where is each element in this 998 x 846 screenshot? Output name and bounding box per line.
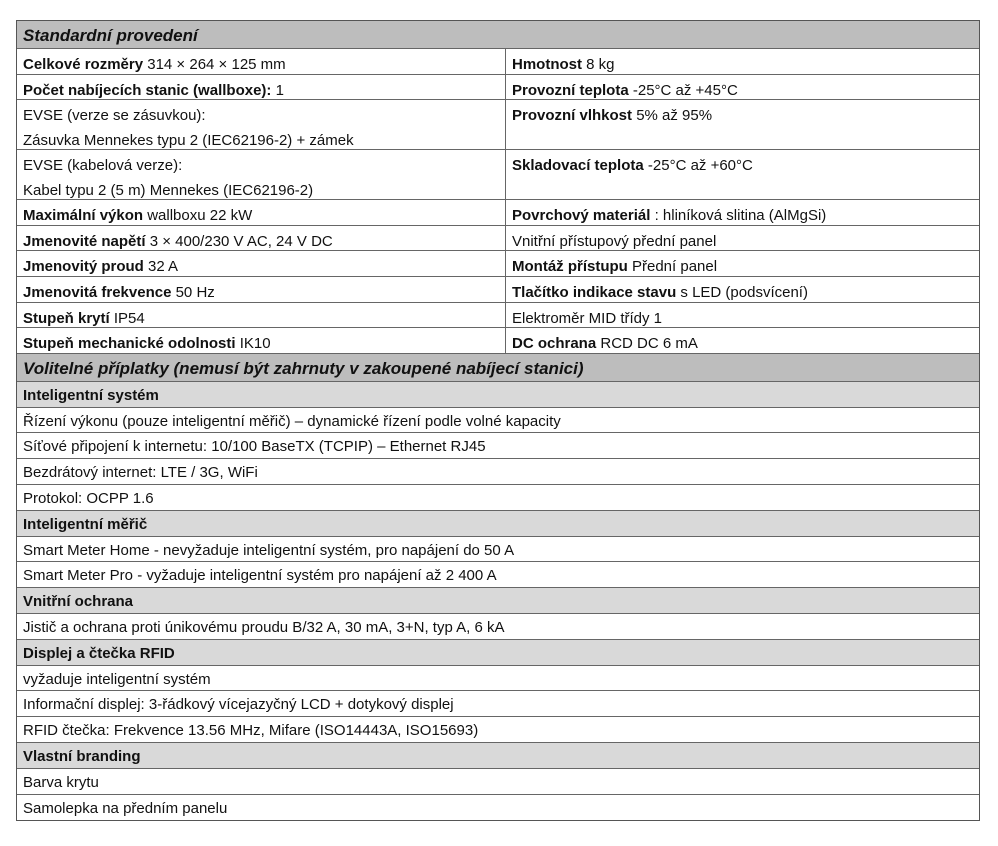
option-text: Smart Meter Home - nevyžaduje inteligentní systém, pro napájení do 50 A	[23, 541, 515, 559]
spec-label: Jmenovitý proud	[23, 258, 144, 276]
option-row	[17, 769, 979, 795]
option-row	[17, 691, 979, 717]
spec-row	[17, 100, 979, 150]
option-text: Síťové připojení k internetu: 10/100 BaseTX (TCPIP) – Ethernet RJ45	[23, 438, 486, 456]
spec-cell-left	[17, 328, 506, 353]
spec-cell-right	[506, 328, 979, 353]
spec-row	[17, 328, 979, 354]
option-text: Protokol: OCPP 1.6	[23, 489, 154, 507]
spec-label: Maximální výkon	[23, 207, 144, 225]
spec-value: -25°C až +60°C	[643, 157, 753, 175]
option-text: vyžaduje inteligentní systém	[23, 670, 211, 688]
spec-value: 3 × 400/230 V AC, 24 V DC	[145, 232, 333, 250]
spec-label: Montáž přístupu	[512, 258, 628, 276]
spec-cell-left	[17, 226, 506, 251]
spec-cell-right	[506, 75, 979, 100]
spec-cell-right	[506, 303, 979, 328]
spec-cell-right	[506, 150, 979, 199]
spec-value: RCD DC 6 mA	[596, 335, 698, 353]
option-row	[17, 408, 979, 434]
subsection-title: Inteligentní systém	[23, 386, 159, 404]
spec-value: 32 A	[143, 258, 179, 276]
subsection-header	[17, 382, 979, 408]
spec-label: Celkové rozměry	[23, 56, 144, 73]
section-header-optional	[17, 354, 979, 382]
option-row	[17, 562, 979, 588]
spec-value-line2: Zásuvka Mennekes typu 2 (IEC62196-2) + zámek	[23, 132, 354, 150]
spec-cell-right	[506, 200, 979, 225]
spec-value: Elektroměr MID třídy 1	[512, 309, 663, 327]
spec-row	[17, 303, 979, 329]
spec-value: 1	[271, 81, 284, 99]
spec-label: Tlačítko indikace stavu	[512, 283, 677, 301]
spec-row	[17, 49, 979, 75]
option-text: Barva krytu	[23, 773, 99, 791]
spec-cell-right	[506, 49, 979, 74]
option-text: Řízení výkonu (pouze inteligentní měřič) – dynamické řízení podle volné kapacity	[23, 412, 561, 430]
spec-row	[17, 75, 979, 101]
spec-cell-left	[17, 277, 506, 302]
option-text: Smart Meter Pro - vyžaduje inteligentní systém pro napájení až 2 400 A	[23, 567, 497, 585]
subsection-header	[17, 640, 979, 666]
option-row	[17, 614, 979, 640]
spec-cell-right	[506, 251, 979, 276]
option-row	[17, 433, 979, 459]
spec-label: Jmenovité napětí	[23, 232, 146, 250]
spec-label: Jmenovitá frekvence	[23, 283, 172, 301]
subsection-title: Vnitřní ochrana	[23, 593, 134, 611]
spec-cell-left	[17, 150, 506, 199]
spec-value: wallboxu 22 kW	[143, 207, 253, 225]
subsection-title: Displej a čtečka RFID	[23, 644, 175, 662]
spec-row	[17, 277, 979, 303]
spec-row	[17, 226, 979, 252]
section-title: Standardní provedení	[23, 26, 198, 45]
spec-cell-left	[17, 75, 506, 100]
option-text: Jistič a ochrana proti únikovému proudu B/32 A, 30 mA, 3+N, typ A, 6 kA	[23, 618, 505, 636]
option-text: Samolepka na předním panelu	[23, 799, 228, 817]
spec-table	[16, 20, 980, 821]
spec-row	[17, 150, 979, 200]
spec-label: Provozní teplota	[512, 81, 629, 99]
option-row	[17, 795, 979, 821]
spec-cell-right	[506, 277, 979, 302]
section-title: Volitelné příplatky (nemusí být zahrnuty v zakoupené nabíjecí stanici)	[23, 358, 584, 378]
spec-value: : hliníková slitina (AlMgSi)	[650, 207, 827, 225]
spec-cell-left	[17, 251, 506, 276]
option-text: Informační displej: 3-řádkový vícejazyčný LCD + dotykový displej	[23, 696, 454, 714]
spec-row	[17, 200, 979, 226]
spec-value: EVSE (kabelová verze):	[23, 157, 183, 175]
spec-label: Povrchový materiál	[512, 207, 651, 225]
spec-value: -25°C až +45°C	[628, 81, 738, 99]
option-row	[17, 717, 979, 743]
spec-cell-left	[17, 200, 506, 225]
option-row	[17, 485, 979, 511]
option-row	[17, 666, 979, 692]
spec-value: 5% až 95%	[632, 107, 713, 125]
spec-row	[17, 251, 979, 277]
spec-label: Počet nabíjecích stanic (wallboxe):	[23, 81, 272, 99]
spec-value: Vnitřní přístupový přední panel	[512, 232, 717, 250]
subsection-title: Vlastní branding	[23, 747, 141, 765]
spec-value: Přední panel	[627, 258, 718, 276]
option-row	[17, 537, 979, 563]
spec-label: Stupeň krytí	[23, 309, 110, 327]
subsection-title: Inteligentní měřič	[23, 515, 148, 533]
spec-cell-left	[17, 303, 506, 328]
spec-value: 8 kg	[582, 56, 615, 73]
spec-value-line2: Kabel typu 2 (5 m) Mennekes (IEC62196-2)	[23, 182, 314, 200]
spec-label: Hmotnost	[512, 56, 582, 73]
spec-cell-left	[17, 100, 506, 149]
option-text: RFID čtečka: Frekvence 13.56 MHz, Mifare (ISO14443A, ISO15693)	[23, 722, 479, 740]
spec-label: Provozní vlhkost	[512, 107, 633, 125]
option-text: Bezdrátový internet: LTE / 3G, WiFi	[23, 464, 258, 482]
spec-label: Skladovací teplota	[512, 157, 644, 175]
spec-value: s LED (podsvícení)	[676, 283, 808, 301]
spec-label: DC ochrana	[512, 335, 597, 353]
spec-cell-right	[506, 226, 979, 251]
spec-cell-left	[17, 49, 506, 74]
spec-value: 314 × 264 × 125 mm	[143, 56, 286, 73]
spec-value: IP54	[109, 309, 145, 327]
option-row	[17, 459, 979, 485]
spec-value: EVSE (verze se zásuvkou):	[23, 107, 206, 125]
spec-value: IK10	[235, 335, 271, 353]
spec-value: 50 Hz	[171, 283, 215, 301]
subsection-header	[17, 511, 979, 537]
spec-cell-right	[506, 100, 979, 149]
subsection-header	[17, 588, 979, 614]
subsection-header	[17, 743, 979, 769]
section-header-standard	[17, 21, 979, 49]
spec-label: Stupeň mechanické odolnosti	[23, 335, 236, 353]
